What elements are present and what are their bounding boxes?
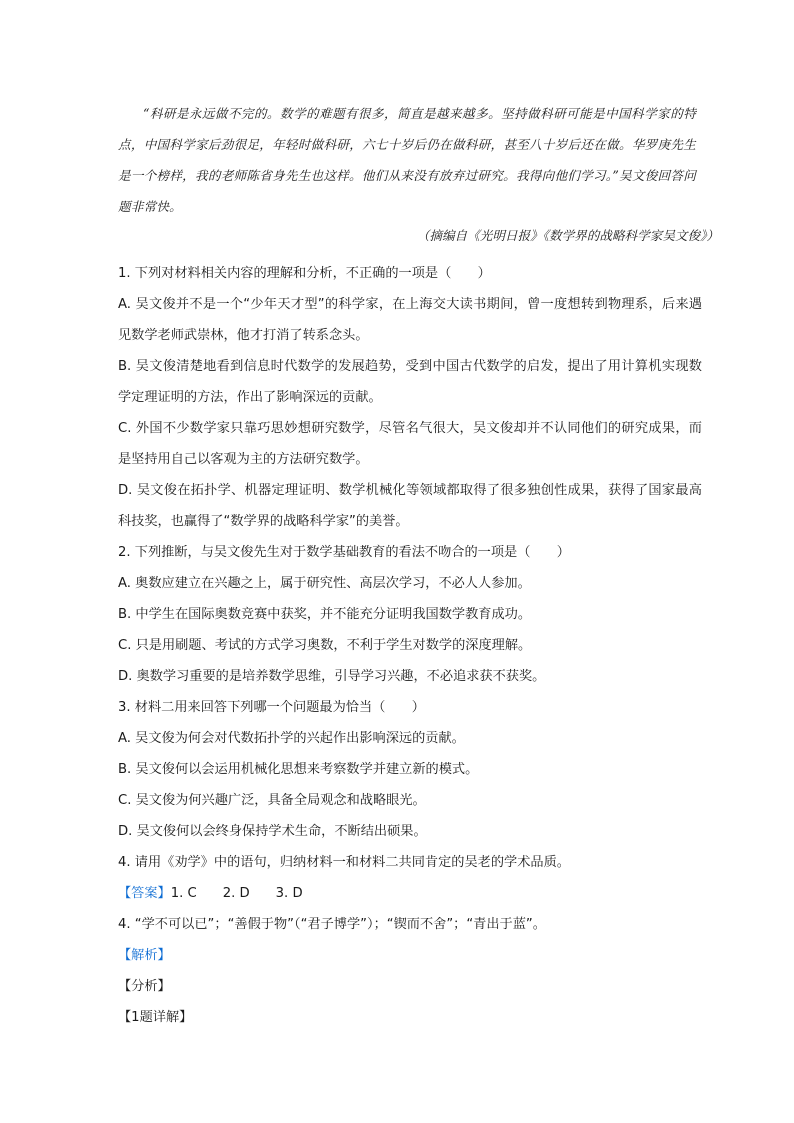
question-stem: 4. 请用《劝学》中的语句，归纳材料一和材料二共同肯定的吴老的学术品质。 <box>118 855 570 870</box>
option-item: C. 只是用刷题、考试的方式学习奥数，不利于学生对数学的深度理解。 <box>118 638 532 653</box>
detail-heading: 【1题详解】 <box>118 1010 193 1025</box>
question-stem: 1. 下列对材料相关内容的理解和分析，不正确的一项是（ ） <box>118 266 491 281</box>
answer-item: 1. C <box>170 886 197 901</box>
option-item: C. 外国不少数学家只靠巧思妙想研究数学，尽管名气很大，吴文俊却并不认同他们的研究成果，而是坚持用自己以客观为主的方法研究数学。 <box>118 421 702 467</box>
answer-item: 2. D <box>222 886 250 901</box>
option-item: D. 奥数学习重要的是培养数学思维，引导学习兴趣，不必追求获不获奖。 <box>118 669 546 684</box>
option-item: D. 吴文俊在拓扑学、机器定理证明、数学机械化等领域都取得了很多独创性成果，获得了国家最高科技奖，也赢得了“数学界的战略科学家”的美誉。 <box>118 483 702 529</box>
option-item: B. 吴文俊清楚地看到信息时代数学的发展趋势，受到中国古代数学的启发，提出了用计算机实现数学定理证明的方法，作出了影响深远的贡献。 <box>118 359 702 405</box>
option-item: A. 吴文俊并不是一个“少年天才型”的科学家，在上海交大读书期间，曾一度想转到物理系，后来遇见数学老师武崇林，他才打消了转系念头。 <box>118 297 702 343</box>
option-item: D. 吴文俊何以会终身保持学术生命，不断结出硕果。 <box>118 824 427 839</box>
answer-tag: 【答案】 <box>118 886 171 901</box>
question-stem: 3. 材料二用来回答下列哪一个问题最为恰当（ ） <box>118 700 425 715</box>
fenxi-heading: 【分析】 <box>118 979 171 994</box>
question-stem: 2. 下列推断，与吴文俊先生对于数学基础教育的看法不吻合的一项是（ ） <box>118 545 570 560</box>
quote-paragraph: “科研是永远做不完的。数学的难题有很多，简直是越来越多。坚持做科研可能是中国科学家的特点，中国科学家后劲很足，年轻时做科研，六七十岁后仍在做科研，甚至八十岁后还在做。华罗庚先生是一个榜样，我的老师陈省身先生也这样。他们从来没有放弃过研究。我得向他们学习。”吴文俊回答问题非常快。 <box>118 106 696 214</box>
option-item: C. 吴文俊为何兴趣广泛，具备全局观念和战略眼光。 <box>118 793 426 808</box>
option-item: B. 中学生在国际奥数竞赛中获奖，并不能充分证明我国数学教育成功。 <box>118 607 532 622</box>
answer-line <box>118 878 702 909</box>
option-item: A. 吴文俊为何会对代数拓扑学的兴起作出影响深远的贡献。 <box>118 731 465 746</box>
analysis-heading: 【解析】 <box>118 948 171 963</box>
answer-q4: 4. “学不可以已”；“善假于物”（“君子博学”）；“锲而不舍”；“青出于蓝”。 <box>118 917 546 932</box>
answer-item: 3. D <box>275 886 303 901</box>
source-citation: （摘编自《光明日报》《数学界的战略科学家吴文俊》） <box>416 228 719 243</box>
option-item: B. 吴文俊何以会运用机械化思想来考察数学并建立新的模式。 <box>118 762 479 777</box>
question-section <box>118 258 702 1033</box>
option-item: A. 奥数应建立在兴趣之上，属于研究性、高层次学习，不必人人参加。 <box>118 576 531 591</box>
